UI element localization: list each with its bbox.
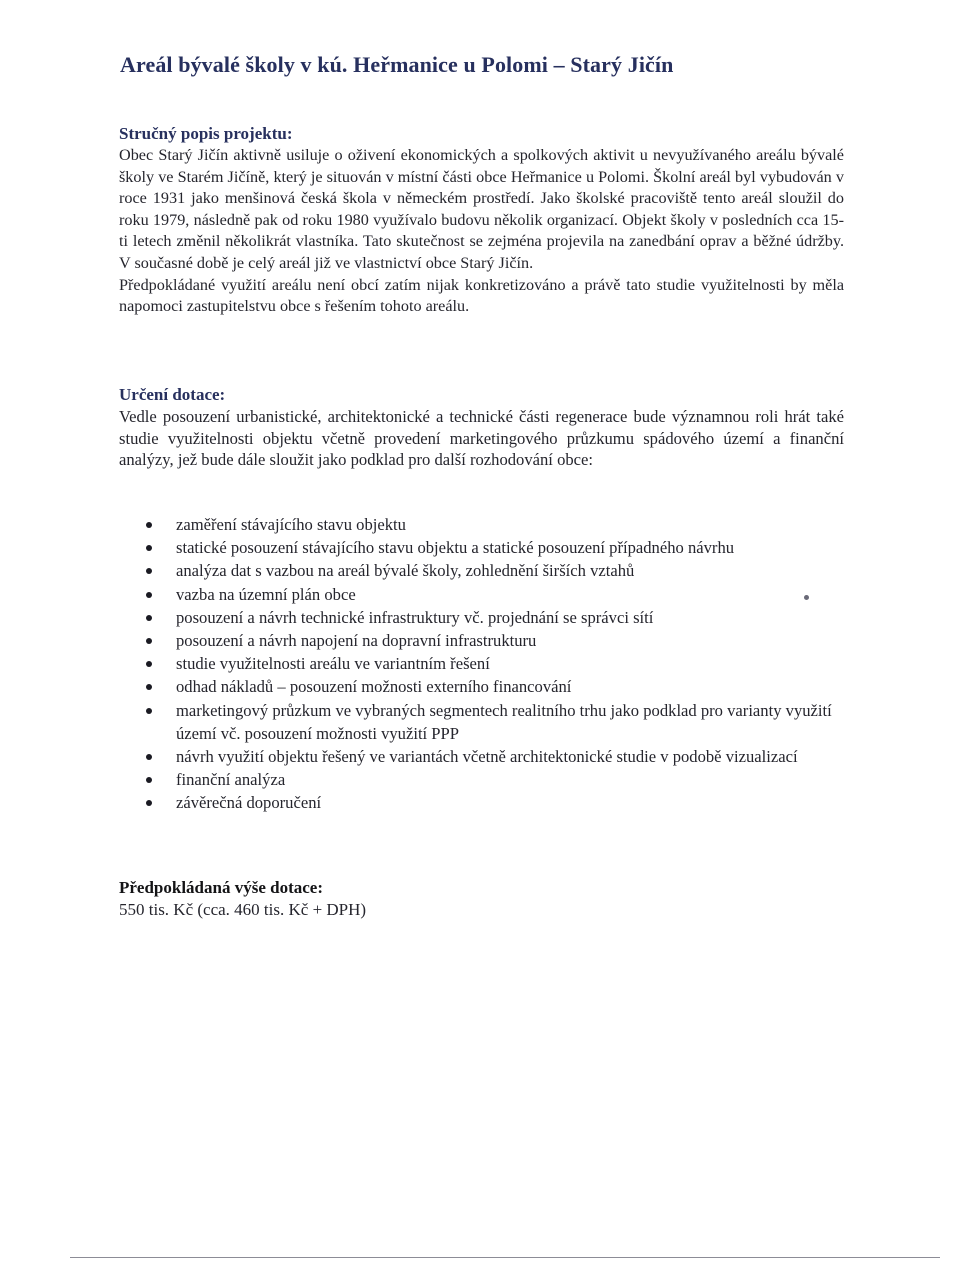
list-item-text: odhad nákladů – posouzení možnosti externího financování: [176, 677, 572, 697]
grant-amount-section: [119, 877, 844, 921]
bullet-icon: [146, 568, 152, 574]
list-item: [146, 675, 836, 698]
list-item-text: zaměření stávajícího stavu objektu: [176, 515, 406, 534]
list-item-text: statické posouzení stávajícího stavu objektu a statické posouzení případného návrhu: [176, 538, 735, 558]
list-item: [146, 536, 836, 559]
list-item-text: posouzení a návrh technické infrastruktury vč. projednání se správci sítí: [176, 607, 654, 627]
list-item: [146, 768, 836, 791]
grant-purpose-section: [119, 384, 844, 471]
list-item: [146, 606, 836, 629]
scan-speck: [804, 595, 809, 600]
grant-purpose-text: Vedle posouzení urbanistické, architektonické a technické části regenerace bude významnou roli hrát také studie využitelnosti objektu včetně provedení marketingového průzkumu spádového území a finanční analýzy, jež bude dále sloužit jako podklad pro další rozhodování obce:: [119, 407, 844, 470]
list-item: [146, 699, 836, 745]
list-item: [146, 791, 836, 814]
list-item-text: marketingový průzkum ve vybraných segmentech realitního trhu jako podklad pro varianty využití území vč. posouzení možnosti využití PPP: [176, 700, 832, 743]
list-item: [146, 559, 836, 582]
grant-amount-heading: Předpokládaná výše dotace:: [119, 878, 323, 897]
bullet-icon: [146, 638, 152, 644]
bullet-icon: [146, 708, 152, 714]
list-item: [146, 652, 836, 675]
list-item-text: závěrečná doporučení: [176, 793, 322, 813]
bullet-icon: [146, 661, 152, 667]
list-item-text: návrh využití objektu řešený ve variantách včetně architektonické studie v podobě vizualizací: [176, 747, 798, 767]
bullet-icon: [146, 592, 152, 598]
grant-purpose-heading: Určení dotace:: [119, 385, 226, 404]
list-item: [146, 513, 836, 536]
grant-amount-text: 550 tis. Kč (cca. 460 tis. Kč + DPH): [119, 900, 367, 919]
project-description-section: [119, 123, 844, 318]
bullet-icon: [146, 522, 152, 528]
list-item: [146, 583, 836, 606]
list-item: [146, 629, 836, 652]
project-description-heading: Stručný popis projektu:: [119, 124, 293, 143]
bullet-icon: [146, 615, 152, 621]
list-item: [146, 745, 836, 768]
list-item-text: studie využitelnosti areálu ve variantním řešení: [176, 654, 490, 674]
bullet-icon: [146, 684, 152, 690]
bullet-icon: [146, 777, 152, 783]
project-description-text: Obec Starý Jičín aktivně usiluje o oživení ekonomických a spolkových aktivit u nevyužívaného areálu bývalé školy ve Starém Jičíně, který je situován v místní části obce Heřmanice u Polomi. Školní areál byl vybudován v roce 1931 jako menšinová česká škola v německém prostředí. Jako školské pracoviště tento areál sloužil do roku 1979, následně pak od roku 1980 využívalo budovu několik organizací. Objekt školy v posledních cca 15-ti letech změnil několikrát vlastníka. Tato skutečnost se zejména projevila na zanedbání oprav a běžné údržby. V současné době je celý areál již ve vlastnictví obce Starý Jičín.: [119, 146, 844, 272]
project-description-text-2: Předpokládané využití areálu není obcí zatím nijak konkretizováno a právě tato studie využitelnosti by měla napomoci zastupitelstvu obce s řešením tohoto areálu.: [119, 275, 844, 316]
list-item-text: posouzení a návrh napojení na dopravní infrastrukturu: [176, 631, 537, 651]
bullet-icon: [146, 545, 152, 551]
bullet-icon: [146, 800, 152, 806]
bullet-icon: [146, 754, 152, 760]
page-bottom-rule: [70, 1257, 940, 1258]
document-title: Areál bývalé školy v kú. Heřmanice u Polomi – Starý Jičín: [120, 52, 674, 77]
list-item-text: vazba na územní plán obce: [176, 584, 356, 604]
grant-purpose-list: [146, 513, 836, 815]
list-item-text: analýza dat s vazbou na areál bývalé školy, zohlednění širších vztahů: [176, 561, 635, 581]
list-item-text: finanční analýza: [176, 770, 286, 790]
